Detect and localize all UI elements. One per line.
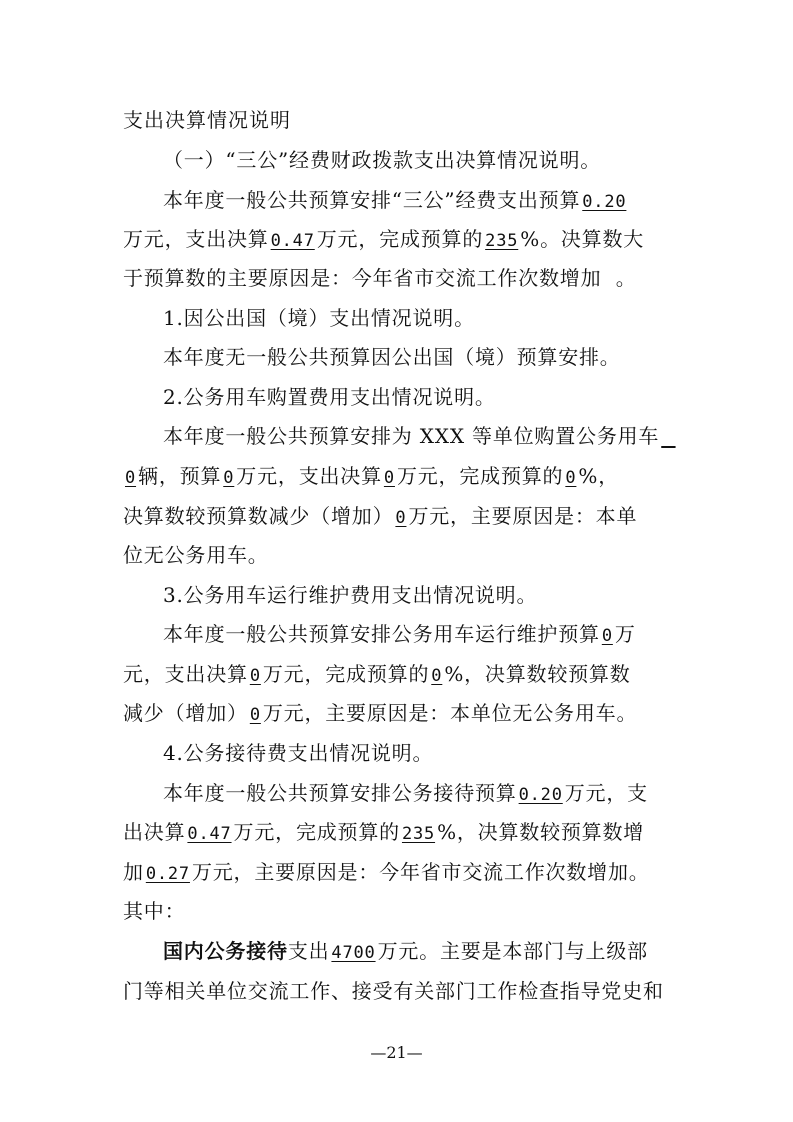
spend-value: 0.47 xyxy=(270,231,315,251)
item2-line-4: 位无公务用车。 xyxy=(123,543,269,567)
text: 支出 xyxy=(287,939,330,963)
text: 万元，完成预算的 xyxy=(316,227,484,251)
item3-line-1 xyxy=(163,621,636,649)
text: 万元，完成预算的 xyxy=(396,464,564,488)
text: 万元，支 xyxy=(564,781,648,805)
budget-value: 0 xyxy=(601,626,613,646)
text: 本年度一般公共预算安排为 XXX 等单位购置公务用车 xyxy=(163,424,660,448)
budget-value: 0.20 xyxy=(582,192,627,212)
text: 本年度一般公共预算安排公务接待预算 xyxy=(163,781,517,805)
blank-field xyxy=(659,424,677,448)
budget-value: 0.20 xyxy=(518,785,563,805)
text: 于预算数的主要原因是：今年省市交流工作次数增加 xyxy=(123,266,602,290)
item3-line-3 xyxy=(123,700,637,728)
item4-line-3 xyxy=(123,859,650,887)
diff-value: 0.27 xyxy=(145,864,190,884)
rate-value: 235 xyxy=(485,231,519,251)
text: %，决算数较预算数 xyxy=(444,662,631,686)
item4-line-1 xyxy=(163,780,648,808)
item4-line-2 xyxy=(123,819,644,847)
text: 万元，支出决算 xyxy=(123,227,269,251)
section-title: 支出决算情况说明 xyxy=(123,108,291,132)
text: 出决算 xyxy=(123,820,186,844)
text: 元，支出决算 xyxy=(123,662,248,686)
item4-heading: 4.公务接待费支出情况说明。 xyxy=(163,741,434,765)
text: %， xyxy=(578,464,620,488)
text: 。 xyxy=(615,266,637,290)
item2-line-3 xyxy=(123,503,637,531)
rate-value: 0 xyxy=(565,468,577,488)
text: 本年度一般公共预算安排公务用车运行维护预算 xyxy=(163,622,600,646)
item1-text: 本年度无一般公共预算因公出国（境）预算安排。 xyxy=(163,345,621,369)
text: 万元，主要原因是：今年省市交流工作次数增加。 xyxy=(191,860,650,884)
text: 万元，主要原因是：本单 xyxy=(408,504,638,528)
p1-line-1 xyxy=(163,187,628,215)
diff-value: 0 xyxy=(395,508,407,528)
domestic-line-1 xyxy=(163,938,648,966)
page-number: —21— xyxy=(370,1043,423,1062)
rate-value: 235 xyxy=(401,824,436,844)
text: 辆，预算 xyxy=(138,464,222,488)
item4-line-4: 其中： xyxy=(123,899,186,923)
item2-heading: 2.公务用车购置费用支出情况说明。 xyxy=(163,385,496,409)
text: 万元。主要是本部门与上级部 xyxy=(377,939,648,963)
spend-value: 0 xyxy=(249,666,261,686)
domestic-reception-label: 国内公务接待 xyxy=(163,939,288,963)
item2-line-2 xyxy=(123,463,619,491)
cars-value: 0 xyxy=(125,468,137,488)
text: 本年度一般公共预算安排“三公”经费支出预算 xyxy=(163,188,581,212)
p1-line-2 xyxy=(123,226,644,254)
item3-line-2 xyxy=(123,661,631,689)
text: 减少（增加） xyxy=(123,701,248,725)
spend-value: 0.47 xyxy=(187,824,232,844)
text: %，决算数较预算数增 xyxy=(437,820,645,844)
item2-line-1 xyxy=(163,423,678,449)
three-public-heading: （一）“三公”经费财政拨款支出决算情况说明。 xyxy=(163,148,602,172)
text: 万元，支出决算 xyxy=(236,464,382,488)
rate-value: 0 xyxy=(431,666,443,686)
diff-value: 0 xyxy=(249,705,261,725)
amount-value: 4700 xyxy=(331,943,376,963)
text: 万元，主要原因是：本单位无公务用车。 xyxy=(262,701,638,725)
budget-value: 0 xyxy=(223,468,235,488)
text: 加 xyxy=(123,860,144,884)
p1-line-3 xyxy=(123,265,637,291)
domestic-line-2: 门等相关单位交流工作、接受有关部门工作检查指导党史和 xyxy=(123,979,664,1003)
text: 万元，完成预算的 xyxy=(262,662,430,686)
text: 万元，完成预算的 xyxy=(233,820,400,844)
spend-value: 0 xyxy=(383,468,395,488)
text: 万 xyxy=(614,622,636,646)
text: 决算数较预算数减少（增加） xyxy=(123,504,394,528)
text: %。决算数大 xyxy=(520,227,645,251)
item3-heading: 3.公务用车运行维护费用支出情况说明。 xyxy=(163,583,538,607)
item1-heading: 1.因公出国（境）支出情况说明。 xyxy=(163,306,475,330)
